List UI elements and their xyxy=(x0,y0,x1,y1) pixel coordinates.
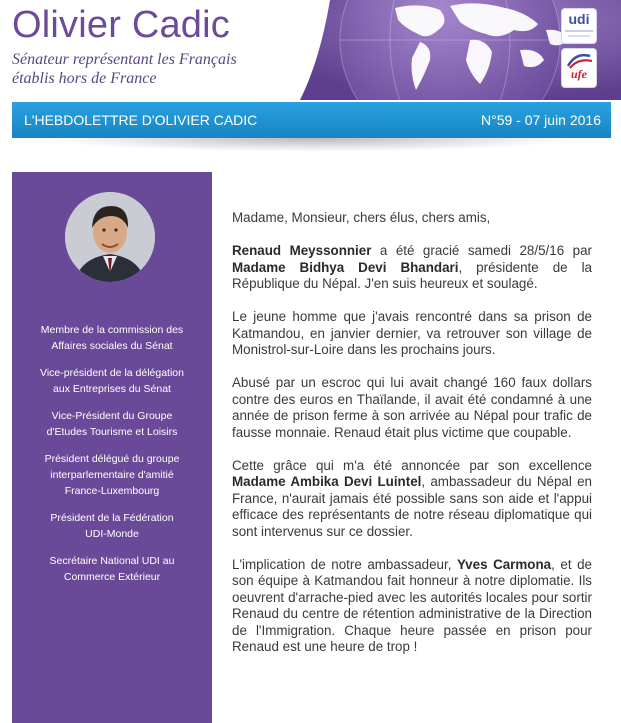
paragraph-2: Le jeune homme que j'avais rencontré dans sa prison de Katmandou, en janvier dernier, va retrouver son village de Monistrol-sur-Loire dans les prochains jours. xyxy=(232,309,592,357)
site-title: Olivier Cadic xyxy=(12,4,230,46)
tagline xyxy=(12,50,312,88)
paragraph-4: Cette grâce qui m'a été annoncée par son excellence Madame Ambika Devi Luintel, ambassadeur du Népal en France, n'aurait jamais été possible sans son aide et l'appui efficace des représentants de notre réseau diplomatique qui sont intervenus sur ce dossier. xyxy=(232,457,592,539)
ufe-logo-text: ufe xyxy=(571,67,587,81)
role-item: Président délégué du groupe interparlementaire d'amitié France-Luxembourg xyxy=(44,453,180,497)
person-name: Yves Carmona xyxy=(456,556,552,572)
bar-shadow xyxy=(40,138,580,152)
tagline-line-1: Sénateur représentant les Français xyxy=(12,51,237,68)
newsletter-bar xyxy=(12,102,611,138)
newsletter-name: L'HEBDOLETTRE D'OLIVIER CADIC xyxy=(24,112,258,128)
article xyxy=(232,210,592,672)
person-name: Madame Ambika Devi Luintel xyxy=(232,474,422,489)
ufe-logo[interactable] xyxy=(561,48,597,88)
roles-list xyxy=(20,322,204,596)
newsletter-issue: N°59 - 07 juin 2016 xyxy=(480,112,601,128)
paragraph-5: L'implication de notre ambassadeur, Yves Carmona, et de son équipe à Katmandou fait honneur à notre diplomatie. Ils oeuvrent d'arrache-pied avec les autorités locales pour sortir Renaud du centre de rétention administrative de la Direction de l'Immigration. Chaque heure passée en prison pour Renaud est une heure de trop ! xyxy=(232,556,592,654)
person-name: Madame Bidhya Devi Bhandari xyxy=(232,259,459,275)
udi-logo-line xyxy=(568,35,590,37)
portrait-photo xyxy=(65,192,155,282)
sidebar xyxy=(12,172,212,723)
tagline-line-2: établis hors de France xyxy=(12,70,157,87)
role-item: Vice-président de la délégation aux Entreprises du Sénat xyxy=(40,367,184,395)
role-item: Vice-Président du Groupe d'Etudes Tourisme et Loisirs xyxy=(46,410,178,438)
greeting: Madame, Monsieur, chers élus, chers amis, xyxy=(232,210,491,225)
role-item: Membre de la commission des Affaires sociales du Sénat xyxy=(40,324,184,352)
role-item: Secrétaire National UDI au Commerce Extérieur xyxy=(49,555,175,583)
udi-logo-line xyxy=(565,30,593,32)
udi-logo[interactable] xyxy=(561,8,597,44)
paragraph-3: Abusé par un escroc qui lui avait changé 160 faux dollars contre des euros en Thaïlande, il avait été condamné à une année de prison ferme à son arrivée au Népal pour trafic de fausse monnaie. Renaud était plus victime que coupable. xyxy=(232,375,592,440)
person-name: Renaud Meyssonnier xyxy=(232,243,372,258)
header xyxy=(0,0,621,100)
role-item: Président de la Fédération UDI-Monde xyxy=(50,512,174,540)
paragraph-1: Renaud Meyssonnier a été gracié samedi 28/5/16 par Madame Bidhya Devi Bhandari, présidente de la République du Népal. J'en suis heureux et soulagé. xyxy=(232,243,592,291)
avatar xyxy=(65,192,155,282)
udi-logo-text: udi xyxy=(568,11,590,27)
